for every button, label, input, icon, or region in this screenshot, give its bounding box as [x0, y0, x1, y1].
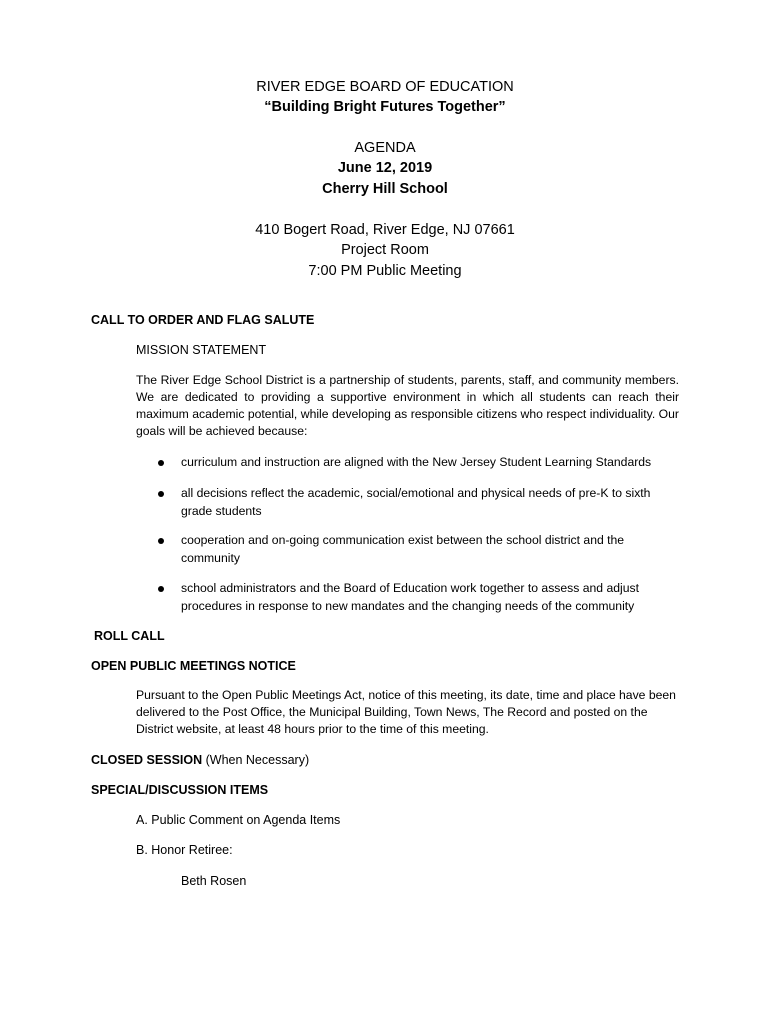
meeting-school: Cherry Hill School: [322, 181, 448, 197]
open-meetings-heading: OPEN PUBLIC MEETINGS NOTICE: [91, 659, 296, 673]
special-items-heading: SPECIAL/DISCUSSION ITEMS: [91, 783, 269, 797]
item-a-public-comment: A. Public Comment on Agenda Items: [136, 813, 341, 827]
retiree-name: Beth Rosen: [181, 874, 247, 888]
board-name: RIVER EDGE BOARD OF EDUCATION: [256, 79, 514, 95]
bullet-icon: [158, 538, 164, 544]
roll-call-heading: ROLL CALL: [94, 629, 165, 643]
closed-session-line: [91, 752, 309, 768]
meeting-date: June 12, 2019: [337, 160, 433, 176]
board-motto: “Building Bright Futures Together”: [264, 99, 506, 115]
bullet-icon: [158, 586, 164, 592]
open-meetings-text: Pursuant to the Open Public Meetings Act, notice of this meeting, its date, time and place have been delivered to the Post Office, the Municipal Building, Town News, The Record and posted on the District website, at least 48 hours prior to the time of this meeting.: [136, 688, 676, 736]
list-item-text: cooperation and on-going communication exist between the school district and the community: [181, 533, 625, 565]
list-item-text: all decisions reflect the academic, social/emotional and physical needs of pre-K to sixth grade students: [181, 486, 651, 518]
meeting-room: Project Room: [341, 242, 429, 258]
document-title: AGENDA: [354, 140, 416, 156]
meeting-time: 7:00 PM Public Meeting: [308, 263, 462, 279]
call-to-order-heading: CALL TO ORDER AND FLAG SALUTE: [91, 313, 315, 327]
bullet-icon: [158, 460, 164, 466]
closed-session-note: (When Necessary): [202, 753, 310, 767]
mission-statement-text: The River Edge School District is a partnership of students, parents, staff, and community members. We are dedicated to providing a supportive environment in which all students can reach their maximum academic potential, while developing as responsible citizens who respect individuality. Our goals will be achieved because:: [136, 373, 679, 438]
mission-statement-heading: MISSION STATEMENT: [136, 343, 267, 357]
item-b-honor-retiree: B. Honor Retiree:: [136, 843, 233, 857]
list-item-text: school administrators and the Board of Education work together to assess and adjust procedures in response to new mandates and the changing needs of the community: [181, 581, 639, 613]
meeting-address: 410 Bogert Road, River Edge, NJ 07661: [255, 222, 515, 238]
list-item-text: curriculum and instruction are aligned with the New Jersey Student Learning Standards: [181, 455, 652, 469]
closed-session-heading: CLOSED SESSION: [91, 753, 203, 767]
bullet-icon: [158, 491, 164, 497]
